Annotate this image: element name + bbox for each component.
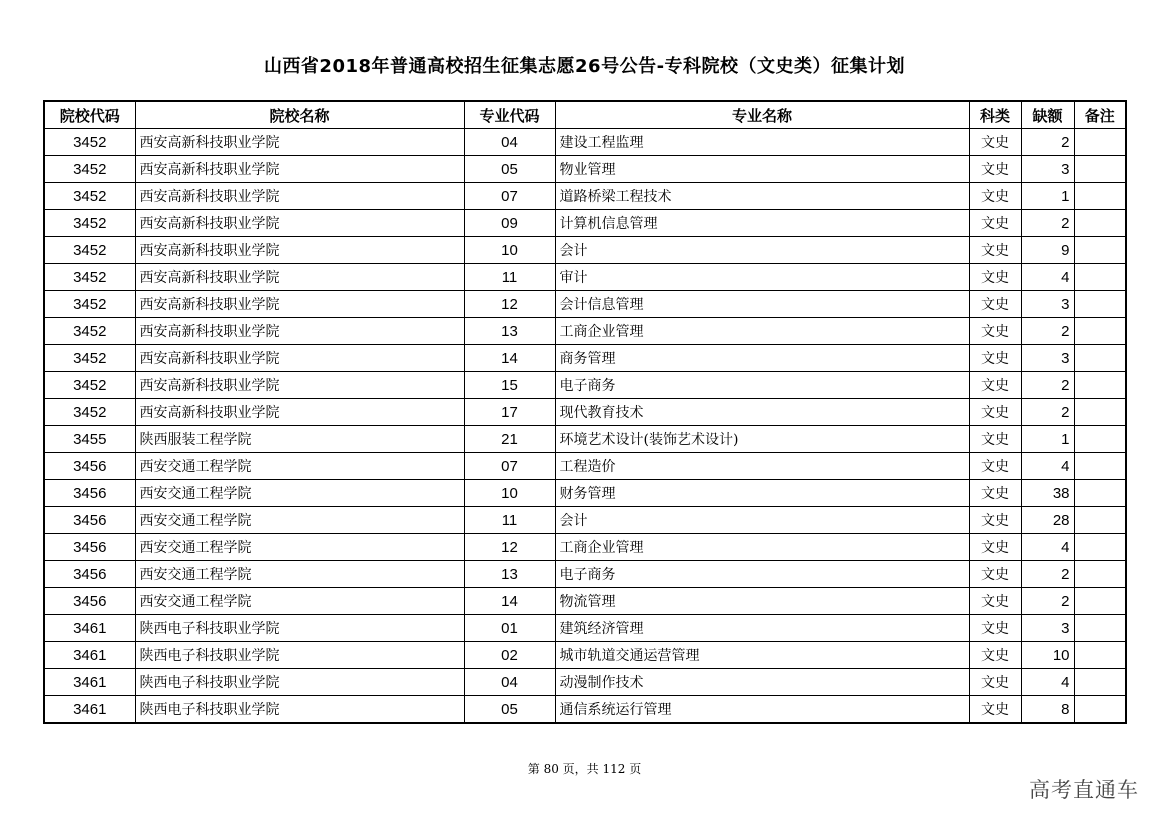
table-row	[44, 210, 1126, 237]
header-vacancies: 缺额	[1021, 101, 1074, 129]
cell-note	[1074, 237, 1126, 264]
cell-school-name: 西安交通工程学院	[135, 507, 464, 534]
table-row	[44, 345, 1126, 372]
cell-vacancies: 4	[1021, 534, 1074, 561]
cell-major-name: 建筑经济管理	[555, 615, 969, 642]
cell-category: 文史	[969, 372, 1021, 399]
header-major-name: 专业名称	[555, 101, 969, 129]
cell-major-code: 13	[464, 318, 555, 345]
cell-major-code: 01	[464, 615, 555, 642]
cell-vacancies: 4	[1021, 264, 1074, 291]
cell-note	[1074, 318, 1126, 345]
cell-category: 文史	[969, 426, 1021, 453]
table-row	[44, 183, 1126, 210]
cell-major-name: 商务管理	[555, 345, 969, 372]
cell-school-name: 西安高新科技职业学院	[135, 372, 464, 399]
cell-note	[1074, 183, 1126, 210]
cell-school-code: 3461	[44, 669, 135, 696]
cell-vacancies: 2	[1021, 399, 1074, 426]
cell-note	[1074, 696, 1126, 724]
cell-school-code: 3456	[44, 480, 135, 507]
table-row	[44, 264, 1126, 291]
cell-major-name: 审计	[555, 264, 969, 291]
cell-category: 文史	[969, 183, 1021, 210]
cell-school-code: 3452	[44, 183, 135, 210]
cell-school-name: 西安高新科技职业学院	[135, 210, 464, 237]
table-row	[44, 480, 1126, 507]
cell-vacancies: 9	[1021, 237, 1074, 264]
cell-vacancies: 8	[1021, 696, 1074, 724]
cell-major-name: 现代教育技术	[555, 399, 969, 426]
table-row	[44, 318, 1126, 345]
cell-note	[1074, 615, 1126, 642]
cell-category: 文史	[969, 669, 1021, 696]
cell-category: 文史	[969, 534, 1021, 561]
cell-category: 文史	[969, 588, 1021, 615]
cell-school-name: 西安高新科技职业学院	[135, 291, 464, 318]
table-row	[44, 615, 1126, 642]
cell-vacancies: 1	[1021, 426, 1074, 453]
cell-school-code: 3452	[44, 156, 135, 183]
cell-vacancies: 4	[1021, 453, 1074, 480]
cell-major-code: 02	[464, 642, 555, 669]
table-row	[44, 642, 1126, 669]
cell-major-name: 会计信息管理	[555, 291, 969, 318]
header-major-code: 专业代码	[464, 101, 555, 129]
cell-major-name: 计算机信息管理	[555, 210, 969, 237]
table-row	[44, 588, 1126, 615]
cell-major-name: 会计	[555, 237, 969, 264]
table-row	[44, 156, 1126, 183]
table-row	[44, 129, 1126, 156]
cell-vacancies: 3	[1021, 345, 1074, 372]
table-row	[44, 399, 1126, 426]
cell-school-name: 西安高新科技职业学院	[135, 129, 464, 156]
cell-major-code: 09	[464, 210, 555, 237]
cell-major-name: 通信系统运行管理	[555, 696, 969, 724]
cell-category: 文史	[969, 642, 1021, 669]
cell-major-name: 环境艺术设计(装饰艺术设计)	[555, 426, 969, 453]
cell-vacancies: 2	[1021, 129, 1074, 156]
cell-school-name: 西安高新科技职业学院	[135, 237, 464, 264]
table-row	[44, 669, 1126, 696]
cell-school-name: 西安交通工程学院	[135, 534, 464, 561]
cell-major-code: 10	[464, 237, 555, 264]
cell-category: 文史	[969, 696, 1021, 724]
cell-category: 文史	[969, 291, 1021, 318]
cell-school-code: 3456	[44, 453, 135, 480]
cell-vacancies: 2	[1021, 210, 1074, 237]
cell-category: 文史	[969, 210, 1021, 237]
cell-category: 文史	[969, 156, 1021, 183]
cell-major-code: 11	[464, 264, 555, 291]
cell-major-name: 工商企业管理	[555, 534, 969, 561]
cell-major-name: 建设工程监理	[555, 129, 969, 156]
cell-school-name: 西安高新科技职业学院	[135, 156, 464, 183]
header-category: 科类	[969, 101, 1021, 129]
cell-school-name: 西安高新科技职业学院	[135, 264, 464, 291]
cell-major-code: 12	[464, 534, 555, 561]
cell-school-name: 陕西电子科技职业学院	[135, 669, 464, 696]
cell-note	[1074, 588, 1126, 615]
cell-school-code: 3461	[44, 615, 135, 642]
header-school-name: 院校名称	[135, 101, 464, 129]
cell-school-name: 陕西电子科技职业学院	[135, 615, 464, 642]
table-header-row	[44, 101, 1126, 129]
cell-school-code: 3452	[44, 345, 135, 372]
cell-vacancies: 2	[1021, 588, 1074, 615]
cell-category: 文史	[969, 264, 1021, 291]
cell-major-code: 05	[464, 156, 555, 183]
header-note: 备注	[1074, 101, 1126, 129]
table-row	[44, 561, 1126, 588]
cell-school-code: 3452	[44, 291, 135, 318]
cell-vacancies: 4	[1021, 669, 1074, 696]
cell-school-code: 3452	[44, 372, 135, 399]
cell-vacancies: 38	[1021, 480, 1074, 507]
cell-school-name: 陕西服装工程学院	[135, 426, 464, 453]
cell-major-code: 10	[464, 480, 555, 507]
cell-school-name: 西安高新科技职业学院	[135, 318, 464, 345]
cell-major-code: 17	[464, 399, 555, 426]
cell-category: 文史	[969, 561, 1021, 588]
cell-vacancies: 28	[1021, 507, 1074, 534]
cell-major-code: 13	[464, 561, 555, 588]
cell-note	[1074, 642, 1126, 669]
cell-vacancies: 3	[1021, 615, 1074, 642]
cell-note	[1074, 561, 1126, 588]
cell-school-code: 3456	[44, 561, 135, 588]
cell-school-code: 3452	[44, 264, 135, 291]
table-row	[44, 426, 1126, 453]
header-school-code: 院校代码	[44, 101, 135, 129]
cell-major-code: 14	[464, 588, 555, 615]
table-row	[44, 372, 1126, 399]
cell-school-name: 西安交通工程学院	[135, 588, 464, 615]
cell-major-name: 电子商务	[555, 372, 969, 399]
cell-school-code: 3452	[44, 399, 135, 426]
cell-category: 文史	[969, 318, 1021, 345]
cell-school-code: 3461	[44, 642, 135, 669]
page-title: 山西省2018年普通高校招生征集志愿26号公告-专科院校（文史类）征集计划	[263, 56, 906, 77]
cell-vacancies: 2	[1021, 372, 1074, 399]
cell-note	[1074, 210, 1126, 237]
cell-vacancies: 3	[1021, 156, 1074, 183]
table-body	[44, 129, 1126, 724]
cell-category: 文史	[969, 237, 1021, 264]
cell-category: 文史	[969, 453, 1021, 480]
table-row	[44, 507, 1126, 534]
cell-note	[1074, 426, 1126, 453]
cell-school-code: 3452	[44, 129, 135, 156]
cell-school-name: 西安高新科技职业学院	[135, 399, 464, 426]
cell-major-name: 动漫制作技术	[555, 669, 969, 696]
cell-major-code: 15	[464, 372, 555, 399]
cell-major-name: 物业管理	[555, 156, 969, 183]
cell-major-code: 05	[464, 696, 555, 724]
cell-major-code: 11	[464, 507, 555, 534]
page-footer: 第 80 页，共 112 页	[527, 762, 642, 776]
cell-school-name: 西安交通工程学院	[135, 480, 464, 507]
cell-major-code: 14	[464, 345, 555, 372]
cell-vacancies: 10	[1021, 642, 1074, 669]
cell-school-code: 3456	[44, 507, 135, 534]
cell-note	[1074, 453, 1126, 480]
cell-major-code: 07	[464, 183, 555, 210]
cell-school-name: 西安交通工程学院	[135, 561, 464, 588]
cell-category: 文史	[969, 480, 1021, 507]
cell-major-code: 12	[464, 291, 555, 318]
cell-major-code: 04	[464, 669, 555, 696]
cell-note	[1074, 372, 1126, 399]
cell-school-code: 3452	[44, 237, 135, 264]
cell-category: 文史	[969, 615, 1021, 642]
cell-category: 文史	[969, 345, 1021, 372]
cell-school-code: 3461	[44, 696, 135, 724]
cell-school-name: 陕西电子科技职业学院	[135, 642, 464, 669]
cell-note	[1074, 156, 1126, 183]
cell-major-name: 财务管理	[555, 480, 969, 507]
table-row	[44, 453, 1126, 480]
cell-note	[1074, 345, 1126, 372]
cell-major-code: 04	[464, 129, 555, 156]
cell-vacancies: 3	[1021, 291, 1074, 318]
cell-vacancies: 1	[1021, 183, 1074, 210]
cell-note	[1074, 507, 1126, 534]
cell-school-code: 3452	[44, 318, 135, 345]
cell-note	[1074, 669, 1126, 696]
cell-note	[1074, 534, 1126, 561]
table-row	[44, 534, 1126, 561]
cell-major-name: 电子商务	[555, 561, 969, 588]
cell-note	[1074, 399, 1126, 426]
cell-school-name: 西安交通工程学院	[135, 453, 464, 480]
cell-school-name: 西安高新科技职业学院	[135, 345, 464, 372]
cell-school-code: 3456	[44, 588, 135, 615]
cell-category: 文史	[969, 129, 1021, 156]
watermark-logo: 高考直通车	[1029, 778, 1139, 802]
table-row	[44, 696, 1126, 724]
cell-note	[1074, 291, 1126, 318]
cell-major-name: 工程造价	[555, 453, 969, 480]
cell-major-name: 会计	[555, 507, 969, 534]
cell-school-code: 3455	[44, 426, 135, 453]
cell-school-code: 3452	[44, 210, 135, 237]
cell-major-code: 07	[464, 453, 555, 480]
cell-school-name: 西安高新科技职业学院	[135, 183, 464, 210]
cell-note	[1074, 480, 1126, 507]
cell-major-name: 道路桥梁工程技术	[555, 183, 969, 210]
cell-major-name: 物流管理	[555, 588, 969, 615]
cell-note	[1074, 129, 1126, 156]
cell-school-name: 陕西电子科技职业学院	[135, 696, 464, 724]
cell-major-code: 21	[464, 426, 555, 453]
cell-category: 文史	[969, 399, 1021, 426]
enrollment-plan-table	[43, 100, 1127, 724]
cell-major-name: 城市轨道交通运营管理	[555, 642, 969, 669]
table-row	[44, 237, 1126, 264]
cell-category: 文史	[969, 507, 1021, 534]
cell-school-code: 3456	[44, 534, 135, 561]
cell-vacancies: 2	[1021, 318, 1074, 345]
cell-note	[1074, 264, 1126, 291]
cell-major-name: 工商企业管理	[555, 318, 969, 345]
table-row	[44, 291, 1126, 318]
cell-vacancies: 2	[1021, 561, 1074, 588]
